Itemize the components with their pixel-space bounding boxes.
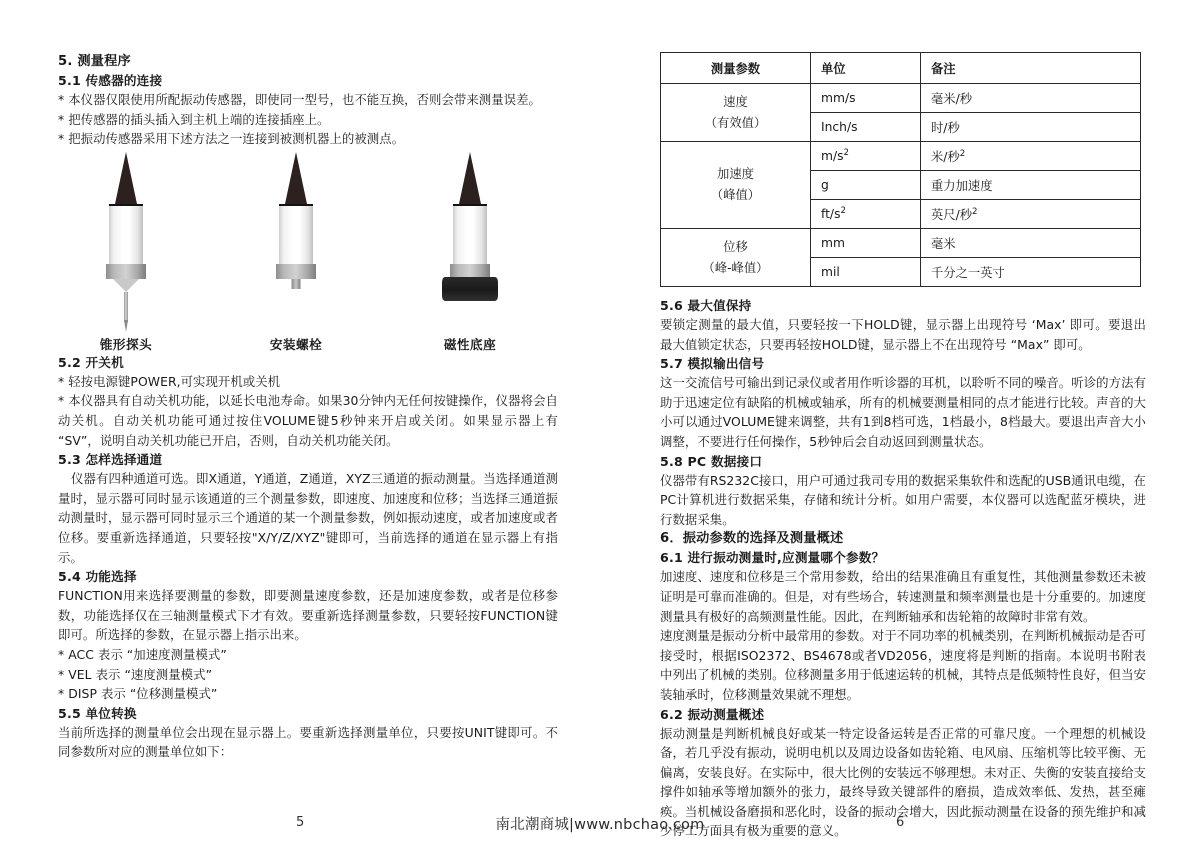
unit-exponent: 2 xyxy=(840,206,846,217)
sensor-cap-icon xyxy=(115,152,137,204)
table-cell-parameter-acceleration xyxy=(661,142,811,229)
paragraph-5-4-vel: * VEL 表示 “速度测量模式” xyxy=(58,666,213,682)
section-5-heading: 5. 测量程序 xyxy=(58,54,131,69)
parameter-name: 加速度 xyxy=(717,167,754,181)
note-text: 英尺/秒 xyxy=(931,208,973,222)
table-cell-unit: mm/s xyxy=(811,84,921,113)
section-5-7-heading: 5.7 模拟输出信号 xyxy=(660,356,765,372)
unit-text: m/s xyxy=(821,149,844,164)
section-5-6-heading: 5.6 最大值保持 xyxy=(660,298,752,313)
paragraph-5-1-a: * 本仪器仅限使用所配振动传感器，即使同一型号，也不能互换，否则会带来测量误差。 xyxy=(58,92,541,107)
paragraph-5-4: FUNCTION用来选择要测量的参数，即要测量速度参数，还是加速度参数，或者是位移参数，功能选择仅在三轴测量模式下才有效。要重新选择测量参数，只要轻按FUNCTION键即可。所选择的参数，在显示器上指示出来。 xyxy=(58,588,558,643)
probe-needle-icon xyxy=(124,292,128,322)
parameter-qualifier: （峰-峰值） xyxy=(702,260,769,275)
sensor-collar-icon xyxy=(276,264,316,279)
magnet-puck-icon xyxy=(442,277,498,301)
sensor-body-icon xyxy=(279,204,313,266)
sensor-body-icon xyxy=(109,204,143,266)
section-6-heading: 6．振动参数的选择及测量概述 xyxy=(660,531,844,547)
note-exponent: 2 xyxy=(972,206,978,217)
table-header-note: 备注 xyxy=(921,53,1141,84)
parameter-name: 位移 xyxy=(723,239,748,254)
cone-probe-illustration xyxy=(66,152,186,328)
paragraph-5-4-acc: * ACC 表示 “加速度测量模式” xyxy=(58,646,227,662)
page-number-right: 6 xyxy=(896,815,905,830)
paragraph-6-1-b: 速度测量是振动分析中最常用的参数。对于不同功率的机械类别，在判断机械振动是否可接受时，根据ISO2372、BS4678或者VD2056，速度将是判断的指南。本说明书附表中列出了机械的类别。位移测量多用于低速运转的机械，其特点是低频特性良好，但当安装轴承时，位移测量效果就不理想。 xyxy=(660,628,1146,702)
watermark-text: 南北潮商城|www.nbchao.com xyxy=(495,817,705,833)
paragraph-5-2-a: * 轻按电源键POWER,可实现开机或关机 xyxy=(58,373,281,389)
probe-needle-point-icon xyxy=(124,320,128,332)
page-number-left: 5 xyxy=(296,815,305,830)
paragraph-6-2: 振动测量是判断机械良好或某一特定设备运转是否正常的可靠尺度。一个理想的机械设备，若几乎没有振动，说明电机以及周边设备如齿轮箱、电风扇、压缩机等比较平衡、无偏离，安装良好。在实际中，很大比例的安装远不够理想。未对正、失衡的安装直接给支撑件如轴承等增加额外的张力，最终导致关键部件的磨损，造成效率低、发热，甚至瘫痪。当机械设备磨损和恶化时，设备的振动会增大，因此振动测量在设备的预先维护和减少停工方面具有极为重要的意义。 xyxy=(660,725,1146,839)
paragraph-5-7: 这一交流信号可输出到记录仪或者用作听诊器的耳机，以聆听不同的噪音。听诊的方法有助于迅速定位有缺陷的机械或轴承，所有的机械要测量相同的点才能进行比较。声音的大小可以通过VOLUME键来调整，共有1到8档可选，1档最小，8档最大。要退出声音大小调整，不要进行任何操作，5秒钟后会自动返回到测量状态。 xyxy=(660,375,1146,449)
mounting-bolt-icon xyxy=(292,279,301,289)
paragraph-5-8: 仪器带有RS232C接口，用户可通过我司专用的数据采集软件和选配的USB通讯电缆，在PC计算机进行数据采集，存储和统计分析。如用户需要，本仪器可以选配蓝牙模块，进行数据采集。 xyxy=(660,472,1146,527)
parameter-qualifier: （峰值） xyxy=(710,188,761,202)
table-cell-unit: g xyxy=(811,171,921,200)
section-5-2-heading: 5.2 开关机 xyxy=(58,354,124,370)
parameter-qualifier: （有效值） xyxy=(704,115,767,130)
table-row xyxy=(661,142,1141,171)
table-cell-note: 时/秒 xyxy=(921,113,1141,142)
note-text: 米/秒 xyxy=(931,150,960,164)
paragraph-6-1-a: 加速度、速度和位移是三个常用参数，给出的结果准确且有重复性，其他测量参数还未被证明是可靠而准确的。但是，对有些场合，转速测量和频率测量也是十分重要的。加速度测量具有极好的高频测量性能。因此，在判断轴承和齿轮箱的故障时非常有效。 xyxy=(660,569,1146,624)
measurement-units-table xyxy=(660,52,1141,287)
left-page-column xyxy=(58,52,558,762)
sensor-magnetic-base xyxy=(410,152,530,353)
section-6-2-heading: 6.2 振动测量概述 xyxy=(660,706,765,722)
table-header-unit: 单位 xyxy=(811,53,921,84)
table-cell-note xyxy=(921,142,1141,171)
table-cell-note xyxy=(921,200,1141,229)
sensor-caption: 磁性底座 xyxy=(443,336,497,352)
section-5-5-heading: 5.5 单位转换 xyxy=(58,705,137,721)
table-cell-unit xyxy=(811,142,921,171)
sensor-caption: 安装螺栓 xyxy=(269,336,323,352)
sensor-mounting-figure xyxy=(58,153,558,353)
paragraph-5-4-disp: * DISP 表示 “位移测量模式” xyxy=(58,686,218,702)
paragraph-5-6: 要锁定测量的最大值，只要轻按一下HOLD键，显示器上出现符号 ‘Max’ 即可。要退出最大值锁定状态，只要再轻按HOLD键，显示器上不在出现符号 “Max” 即可。 xyxy=(660,317,1146,352)
paragraph-5-1-b: * 把传感器的插头插入到主机上端的连接插座上。 xyxy=(58,111,330,127)
sensor-caption: 锥形探头 xyxy=(99,336,153,352)
section-5-3-heading: 5.3 怎样选择通道 xyxy=(58,452,163,468)
section-5-1-heading: 5.1 传感器的连接 xyxy=(58,73,163,88)
magnetic-base-illustration xyxy=(410,152,530,328)
paragraph-5-1-c: * 把振动传感器采用下述方法之一连接到被测机器上的被测点。 xyxy=(58,131,405,147)
sensor-cone-probe xyxy=(66,152,186,353)
mounting-bolt-illustration xyxy=(236,152,356,328)
table-cell-unit: mil xyxy=(811,258,921,287)
table-cell-note: 毫米/秒 xyxy=(921,84,1141,113)
table-cell-note: 千分之一英寸 xyxy=(921,258,1141,287)
sensor-body-icon xyxy=(453,204,487,266)
paragraph-5-5: 当前所选择的测量单位会出现在显示器上。要重新选择测量单位，只要按UNIT键即可。不同参数所对应的测量单位如下： xyxy=(58,724,558,760)
sensor-collar-icon xyxy=(106,264,146,279)
note-exponent: 2 xyxy=(959,148,966,159)
right-page-column xyxy=(660,52,1146,841)
table-cell-parameter-velocity xyxy=(661,84,811,142)
table-row xyxy=(661,229,1141,258)
sensor-cap-icon xyxy=(459,152,481,204)
paragraph-5-3: 仪器有四种通道可选。即X通道，Y通道，Z通道，XYZ三通道的振动测量。当选择通道测量时，显示器可同时显示该通道的三个测量参数，即速度、加速度和位移；当选择三通道振动测量时，显示器可同时显示三个通道的某一个测量参数，例如振动速度，或者加速度或者位移。要重新选择通道，只要轻按"X/Y/Z/XYZ"键即可，当前选择的通道在显示器上有指示。 xyxy=(58,471,558,565)
sensor-cap-icon xyxy=(285,152,307,204)
table-cell-note: 毫米 xyxy=(921,229,1141,258)
cone-tip-icon xyxy=(113,279,139,292)
table-row xyxy=(661,84,1141,113)
table-header-parameter: 测量参数 xyxy=(661,53,811,84)
sensor-mounting-bolt xyxy=(236,152,356,353)
section-5-4-heading: 5.4 功能选择 xyxy=(58,569,137,585)
table-cell-note: 重力加速度 xyxy=(921,171,1141,200)
unit-text: ft/s xyxy=(821,207,841,222)
table-cell-unit xyxy=(811,200,921,229)
section-5-8-heading: 5.8 PC 数据接口 xyxy=(660,453,763,469)
parameter-name: 速度 xyxy=(723,94,748,109)
table-cell-unit: mm xyxy=(811,229,921,258)
section-6-1-heading: 6.1 进行振动测量时,应测量哪个参数？ xyxy=(660,550,885,566)
unit-exponent: 2 xyxy=(843,148,849,159)
table-cell-parameter-displacement xyxy=(661,229,811,287)
table-cell-unit: Inch/s xyxy=(811,113,921,142)
paragraph-5-2-b: * 本仪器具有自动关机功能，以延长电池寿命。如果30分钟内无任何按键操作，仪器将会自动关机。自动关机功能可通过按住VOLUME键5秒钟来开启或关闭。如果显示器上有 “SV”，说明自动关机功能已开启，否则，自动关机功能关闭。 xyxy=(58,393,558,448)
table-header-row xyxy=(661,53,1141,84)
